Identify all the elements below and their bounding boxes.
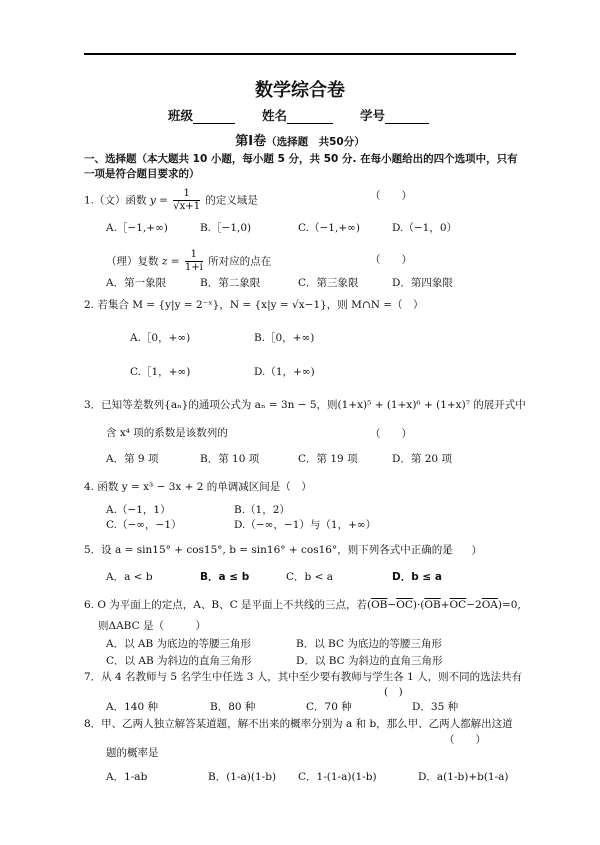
q6-plus: + [440, 599, 450, 611]
q5-option-d[interactable]: D．b ≤ a [392, 571, 442, 583]
q6-vec-oc-2: $\overline{OC}$ [449, 599, 467, 611]
q1-li-prefix: （理）复数 [106, 255, 159, 268]
q1-li-fraction [185, 249, 203, 274]
q4-option-b[interactable]: B.（1，2） [234, 504, 290, 516]
q1-func: y = [149, 194, 168, 207]
q6-vec-oc: $\overline{OC}$ [396, 599, 413, 611]
q2-option-a[interactable]: A.［0，+∞) [130, 332, 191, 344]
q1-suffix: 的定义域是 [205, 194, 258, 207]
q3-answer-blank[interactable]: （ ） [370, 428, 412, 440]
q6-option-c[interactable]: C．以 AB 为斜边的直角三角形 [106, 655, 252, 667]
q8-option-c[interactable]: C．1-(1-a)(1-b) [298, 771, 377, 783]
q7-stem: 7．从 4 名教师与 5 名学生中任选 3 人，其中至少要有教师与学生各 1 人，则不同的选法共有 [84, 671, 523, 683]
q3-option-c[interactable]: C．第 19 项 [298, 453, 358, 465]
q8-option-d[interactable]: D．a(1-b)+b(1-a) [418, 771, 509, 783]
q1-li-func: z = [161, 255, 180, 268]
top-rule [84, 53, 516, 55]
q6-stem-line-2: 则ΔABC 是（ ） [98, 620, 206, 632]
q2-option-d[interactable]: D.（1，+∞) [254, 366, 315, 378]
q1-li-option-b[interactable]: B．第二象限 [200, 277, 261, 289]
q1-li-num: 1 [185, 249, 203, 262]
q6-minus-two: −2 [466, 599, 482, 611]
q6-stem-line-1 [84, 598, 521, 612]
q5-option-c[interactable]: C．b < a [286, 571, 333, 583]
q3-stem-line-1: 3．已知等差数列{aₙ}的通项公式为 aₙ = 3n − 5，则(1+x)⁵ + (1+x)⁶ + (1+x)⁷ 的展开式中 [84, 399, 526, 411]
q6-option-d[interactable]: D．以 BC 为斜边的直角三角形 [296, 655, 443, 667]
q8-stem-line-1: 8．甲、乙两人独立解答某道题，解不出来的概率分别为 a 和 b，那么甲、乙两人都解出这道 [84, 718, 513, 730]
intro-line-1: 一、选择题（本大题共 10 小题，每小题 5 分，共 50 分. 在每小题给出的四个选项中，只有 [84, 153, 518, 165]
class-blank[interactable] [193, 109, 235, 124]
id-blank[interactable] [385, 109, 429, 124]
q7-option-d[interactable]: D．35 种 [412, 701, 459, 713]
q4-option-d[interactable]: D.（−∞，−1）与（1，+∞） [234, 519, 377, 531]
q4-option-a[interactable]: A.（−1，1） [106, 504, 171, 516]
q6-vec-ob-2: $\overline{OB}$ [424, 599, 441, 611]
section-note: （选择题 共50分） [266, 136, 365, 148]
q6-minus: − [387, 599, 397, 611]
name-field [262, 106, 333, 124]
q7-option-a[interactable]: A．140 种 [106, 701, 158, 713]
q7-option-c[interactable]: C．70 种 [306, 701, 352, 713]
id-field [360, 106, 429, 124]
q1-li-suffix: 所对应的点在 [208, 255, 272, 268]
page-title: 数学综合卷 [255, 80, 345, 101]
q5-option-a[interactable]: A．a < b [106, 571, 153, 583]
q1-stem [84, 188, 258, 213]
q1-li-option-a[interactable]: A．第一象限 [106, 277, 167, 289]
name-label: 姓名 [262, 108, 288, 123]
name-blank[interactable] [287, 109, 333, 124]
q4-stem: 4. 函数 y = x³ − 3x + 2 的单调减区间是（ ） [84, 481, 312, 493]
q8-option-a[interactable]: A．1-ab [106, 771, 148, 783]
q1-li-option-d[interactable]: D．第四象限 [392, 277, 453, 289]
q6-end: )=0, [497, 599, 521, 611]
q1-option-a[interactable]: A.［−1,+∞) [106, 222, 168, 234]
q5-option-b[interactable]: B．a ≤ b [200, 571, 250, 583]
q1-li-option-c[interactable]: C．第三象限 [298, 277, 359, 289]
q2-option-b[interactable]: B.［0，+∞) [254, 332, 315, 344]
q1-option-c[interactable]: C.（−1,+∞) [298, 222, 360, 234]
q1-den: √x+1 [173, 201, 201, 212]
q1-option-d[interactable]: D.（−1，0） [392, 222, 458, 234]
q3-stem-line-2: 含 x⁴ 项的系数是该数列的 [106, 427, 228, 439]
section-heading [0, 130, 600, 149]
q2-option-c[interactable]: C.［1，+∞) [130, 366, 191, 378]
q8-answer-blank[interactable]: （ ） [444, 734, 486, 746]
q2-stem: 2. 若集合 M = {y|y = 2⁻ˣ}，N = {x|y = √x−1}，则 M∩N =（ ） [84, 299, 424, 311]
q5-answer-blank[interactable]: （ ） [440, 545, 482, 557]
q7-answer-blank[interactable]: ( ) [384, 686, 403, 698]
section-title: 第Ⅰ卷 [235, 134, 267, 149]
q8-stem-line-2: 题的概率是 [106, 747, 159, 759]
q1-num: 1 [173, 188, 200, 201]
q5-stem: 5．设 a = sin15° + cos15°, b = sin16° + cos16°，则下列各式中正确的是 [84, 544, 453, 556]
q7-option-b[interactable]: B．80 种 [210, 701, 256, 713]
q3-option-a[interactable]: A．第 9 项 [106, 453, 159, 465]
q6-option-a[interactable]: A．以 AB 为底边的等腰三角形 [106, 638, 252, 650]
q3-option-b[interactable]: B．第 10 项 [200, 453, 260, 465]
q1-li-stem [106, 249, 271, 274]
q1-option-b[interactable]: B.［−1,0) [200, 222, 252, 234]
q6-vec-oa: $\overline{OA}$ [481, 599, 498, 611]
q1-li-den: 1+i [184, 262, 203, 273]
q6-pre: 6. O 为平面上的定点，A、B、C 是平面上不共线的三点，若( [84, 599, 372, 611]
q1-li-answer-blank[interactable]: （ ） [370, 254, 412, 266]
q6-vec-ob: $\overline{OB}$ [371, 599, 388, 611]
class-field [168, 106, 235, 124]
q1-fraction [173, 188, 200, 213]
q4-option-c[interactable]: C.（−∞，−1） [106, 519, 182, 531]
q1-prefix: 1.（文）函数 [84, 194, 147, 207]
q6-option-b[interactable]: B．以 BC 为底边的等腰三角形 [296, 638, 442, 650]
intro-line-2: 一项是符合题目要求的） [84, 168, 200, 180]
q3-option-d[interactable]: D．第 20 项 [392, 453, 452, 465]
class-label: 班级 [168, 108, 194, 123]
q8-option-b[interactable]: B．(1-a)(1-b) [208, 771, 277, 783]
q1-answer-blank[interactable]: （ ） [370, 190, 412, 202]
id-label: 学号 [360, 108, 386, 123]
q6-mid: )·( [412, 599, 425, 611]
